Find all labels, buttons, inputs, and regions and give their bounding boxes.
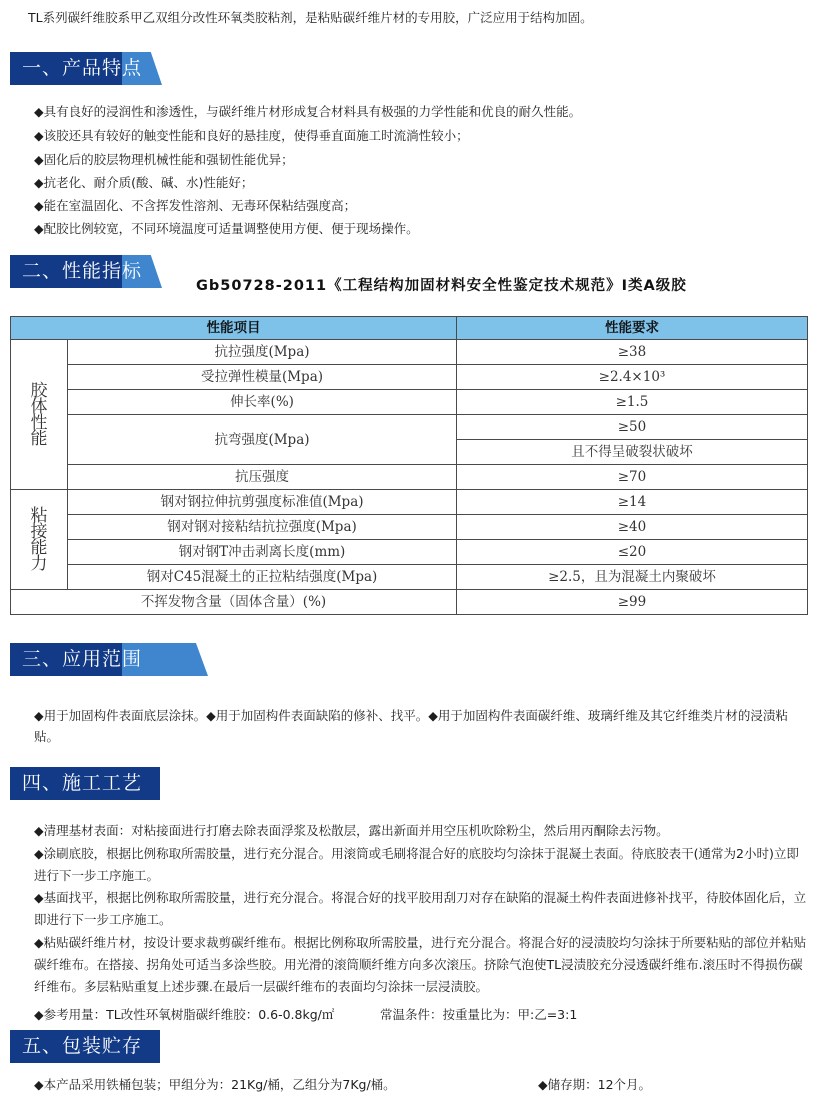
cell-item: 受拉弹性模量(Mpa) — [68, 365, 457, 390]
section-title: 四、施工工艺 — [22, 772, 143, 794]
list-item: ◆配胶比例较宽，不同环境温度可适量调整使用方便、便于现场操作。 — [34, 221, 419, 236]
section-title: 一、产品特点 — [22, 57, 143, 79]
cell-item: 抗拉强度(Mpa) — [68, 340, 457, 365]
header-requirement: 性能要求 — [457, 317, 808, 340]
cell-requirement: ≥99 — [457, 590, 808, 615]
cell-requirement: ≥70 — [457, 465, 808, 490]
table-row — [11, 340, 808, 365]
cell-item: 抗压强度 — [68, 465, 457, 490]
cell-item: 钢对钢拉伸抗剪强度标准值(Mpa) — [68, 490, 457, 515]
intro-text: TL系列碳纤维胶系甲乙双组分改性环氧类胶粘剂，是粘贴碳纤维片材的专用胶，广泛应用于结构加固。 — [28, 10, 593, 25]
section-header-packaging — [10, 1030, 160, 1063]
cell-item: 钢对钢T冲击剥离长度(mm) — [68, 540, 457, 565]
cell-item: 不挥发物含量（固体含量）(%) — [11, 590, 457, 615]
table-row — [11, 390, 808, 415]
table-row — [11, 415, 808, 440]
section-title: 二、性能指标 — [22, 260, 143, 282]
application-text: ◆用于加固构件表面底层涂抹。◆用于加固构件表面缺陷的修补、找平。◆用于加固构件表面碳纤维、玻璃纤维及其它纤维类片材的浸渍粘贴。 — [34, 708, 788, 744]
section-header-application — [10, 643, 208, 676]
table-header-row — [11, 317, 808, 340]
list-item: ◆基面找平，根据比例称取所需胶量，进行充分混合。将混合好的找平胶用刮刀对存在缺陷的混凝土构件表面进修补找平，待胶体固化后，立即进行下一步工序施工。 — [34, 890, 807, 927]
cell-requirement: ≤20 — [457, 540, 808, 565]
list-item: ◆清理基材表面：对粘接面进行打磨去除表面浮浆及松散层，露出新面并用空压机吹除粉尘，然后用丙酮除去污物。 — [34, 823, 669, 838]
list-item: ◆该胶还具有较好的触变性能和良好的悬挂度，使得垂直面施工时流淌性较小； — [34, 128, 469, 143]
list-item: ◆粘贴碳纤维片材，按设计要求裁剪碳纤维布。根据比例称取所需胶量，进行充分混合。将混合好的浸渍胶均匀涂抹于所要粘贴的部位并粘贴碳纤维布。在搭接、拐角处可适当多涂些胶。用光滑的滚筒顺纤维方向多次滚压。挤除气泡使TL浸渍胶充分浸透碳纤维布.滚压时不得损伤碳纤维布。多层粘贴重复上述步骤.在最后一层碳纤维布的表面均匀涂抹一层浸渍胶。 — [34, 935, 807, 994]
header-item: 性能项目 — [11, 317, 457, 340]
table-row — [11, 540, 808, 565]
table-row — [11, 465, 808, 490]
cell-item: 钢对钢对接粘结抗拉强度(Mpa) — [68, 515, 457, 540]
section-title: 五、包装贮存 — [22, 1035, 143, 1057]
list-item: ◆具有良好的浸润性和渗透性，与碳纤维片材形成复合材料具有极强的力学性能和优良的耐久性能。 — [34, 104, 582, 119]
section-header-performance — [10, 255, 162, 288]
cell-item: 抗弯强度(Mpa) — [68, 415, 457, 465]
spec-table — [10, 316, 808, 615]
cell-requirement: ≥2.5，且为混凝土内聚破坏 — [457, 565, 808, 590]
usage-amount: ◆参考用量：TL改性环氧树脂碳纤维胶：0.6-0.8kg/㎡ — [34, 1007, 335, 1022]
mix-condition: 常温条件：按重量比为：甲:乙=3:1 — [380, 1007, 578, 1022]
table-row — [11, 565, 808, 590]
storage-text: ◆储存期：12个月。 — [538, 1077, 652, 1092]
group-label-bonding: 粘 接 能 力 — [11, 490, 68, 590]
list-item: ◆能在室温固化、不含挥发性溶剂、无毒环保粘结强度高； — [34, 198, 357, 213]
list-item: ◆固化后的胶层物理机械性能和强韧性能优异； — [34, 152, 294, 167]
cell-requirement: ≥1.5 — [457, 390, 808, 415]
table-row — [11, 515, 808, 540]
list-item: ◆涂刷底胶，根据比例称取所需胶量，进行充分混合。用滚筒或毛刷将混合好的底胶均匀涂抹于混凝土表面。待底胶表干(通常为2小时)立即进行下一步工序施工。 — [34, 846, 799, 883]
section-title: 三、应用范围 — [22, 648, 143, 670]
table-row — [11, 490, 808, 515]
cell-requirement: ≥2.4×10³ — [457, 365, 808, 390]
group-label-colloid: 胶 体 性 能 — [11, 340, 68, 490]
standard-reference: Gb50728-2011《工程结构加固材料安全性鉴定技术规范》I类A级胶 — [196, 278, 687, 294]
list-item: ◆抗老化、耐介质(酸、碱、水)性能好； — [34, 175, 254, 190]
section-header-construction — [10, 767, 160, 800]
section-header-features — [10, 52, 162, 85]
cell-item: 钢对C45混凝土的正拉粘结强度(Mpa) — [68, 565, 457, 590]
cell-requirement: 且不得呈破裂状破坏 — [457, 440, 808, 465]
table-row — [11, 365, 808, 390]
cell-requirement: ≥14 — [457, 490, 808, 515]
cell-requirement: ≥38 — [457, 340, 808, 365]
cell-requirement: ≥40 — [457, 515, 808, 540]
packaging-text: ◆本产品采用铁桶包装；甲组分为：21Kg/桶，乙组分为7Kg/桶。 — [34, 1077, 396, 1092]
cell-requirement: ≥50 — [457, 415, 808, 440]
cell-item: 伸长率(%) — [68, 390, 457, 415]
table-row — [11, 590, 808, 615]
